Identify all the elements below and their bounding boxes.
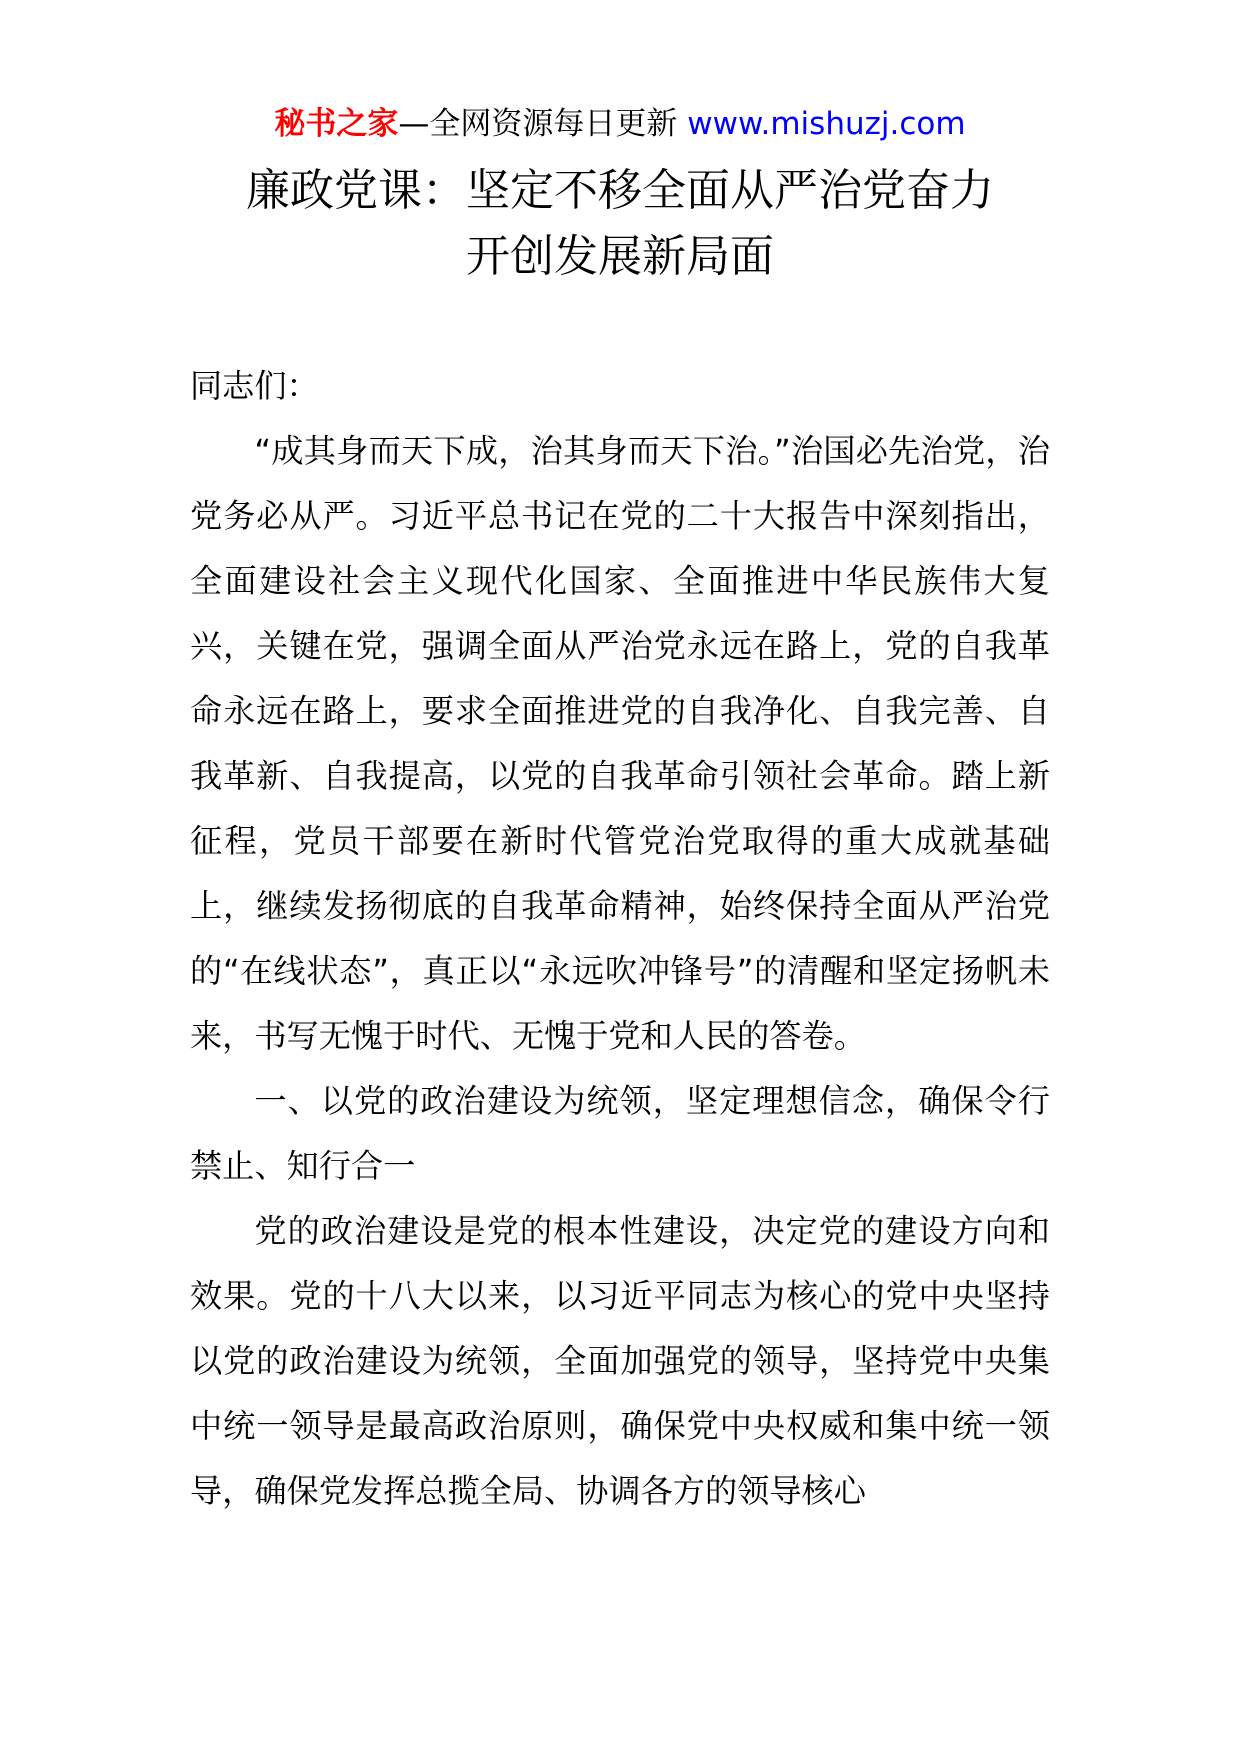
- document-title: [190, 158, 1050, 290]
- section-heading-1: 一、以党的政治建设为统领，坚定理想信念，确保令行禁止、知行合一: [190, 1082, 1050, 1185]
- paragraph-2: 党的政治建设是党的根本性建设，决定党的建设方向和效果。党的十八大以来，以习近平同志为核心的党中央坚持以党的政治建设为统领，全面加强党的领导，坚持党中央集中统一领导是最高政治原则，确保党中央权威和集中统一领导，确保党发挥总揽全局、协调各方的领导核心: [190, 1212, 1050, 1510]
- paragraph-1: “成其身而天下成，治其身而天下治。”治国必先治党，治党务必从严。习近平总书记在党的二十大报告中深刻指出，全面建设社会主义现代化国家、全面推进中华民族伟大复兴，关键在党，强调全面从严治党永远在路上，党的自我革命永远在路上，要求全面推进党的自我净化、自我完善、自我革新、自我提高，以党的自我革命引领社会革命。踏上新征程，党员干部要在新时代管党治党取得的重大成就基础上，继续发扬彻底的自我革命精神，始终保持全面从严治党的“在线状态”，真正以“永远吹冲锋号”的清醒和坚定扬帆未来，书写无愧于时代、无愧于党和人民的答卷。: [190, 432, 1050, 1055]
- salutation: 同志们：: [190, 367, 319, 405]
- title-line-2: 开创发展新局面: [466, 231, 774, 282]
- title-line-1: 廉政党课：坚定不移全面从严治党奋力: [246, 165, 994, 216]
- document-body: [190, 354, 1050, 1524]
- site-header: [0, 100, 1240, 148]
- site-url-link[interactable]: www.mishuzj.com: [687, 106, 966, 142]
- brand-name: 秘书之家: [274, 106, 399, 142]
- header-slogan: —全网资源每日更新: [398, 106, 688, 142]
